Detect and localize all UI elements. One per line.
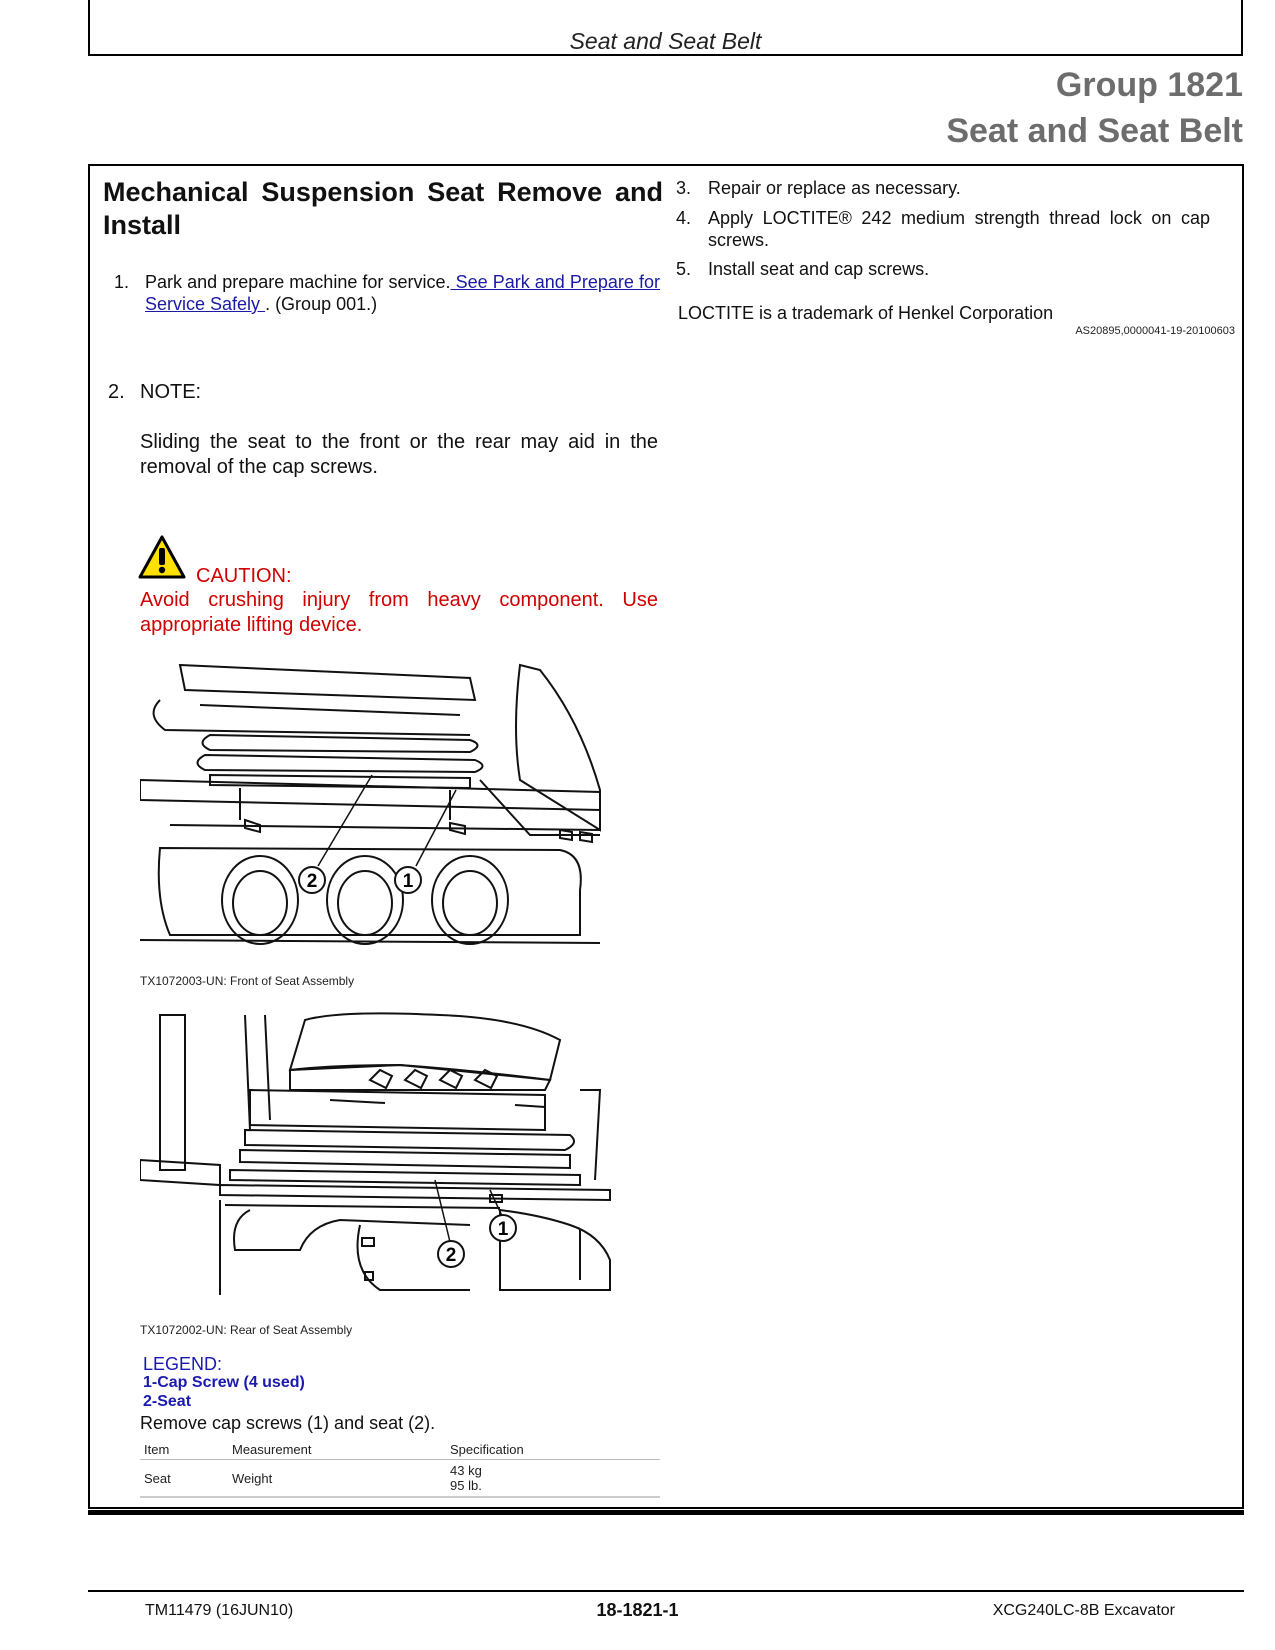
callout-1: 1 <box>402 871 414 892</box>
caution-text: Avoid crushing injury from heavy component. Use appropriate lifting device. <box>140 589 658 636</box>
note-label: NOTE: <box>140 381 202 403</box>
running-title: Seat and Seat Belt <box>569 28 762 54</box>
step-number: 3. <box>676 178 692 198</box>
table-cell <box>446 1460 660 1498</box>
step-1 <box>114 271 660 319</box>
park-prepare-link[interactable]: See Park and Prepare for Service Safely <box>145 272 660 314</box>
spec-table <box>140 1440 660 1498</box>
spec-value: 43 kg <box>450 1463 482 1478</box>
callout-1: 1 <box>497 1219 509 1240</box>
column-header: Specification <box>446 1440 660 1460</box>
step-number: 2. <box>108 381 125 403</box>
document-reference: AS20895,0000041-19-20100603 <box>1075 325 1235 337</box>
table-cell: Weight <box>228 1460 446 1498</box>
callout-2: 2 <box>445 1245 457 1266</box>
footer-machine-model: XCG240LC-8B Excavator <box>992 1602 1175 1619</box>
step-text: Repair or replace as necessary. <box>708 178 961 198</box>
step-text: Park and prepare machine for service. See Park and Prepare for Service Safely . (Group 001.) <box>145 272 660 314</box>
note-text: Sliding the seat to the front or the rear may aid in the removal of the cap screws. <box>140 431 658 478</box>
step-number: 1. <box>114 272 130 292</box>
legend-title: LEGEND: <box>143 1354 223 1374</box>
step-5 <box>676 258 1210 282</box>
step-number: 5. <box>676 259 692 279</box>
section-title: Mechanical Suspension Seat Remove and Install <box>103 177 663 240</box>
table-header-row <box>140 1440 660 1460</box>
front-seat-figure <box>140 660 620 950</box>
column-header: Item <box>140 1440 228 1460</box>
step-number: 4. <box>676 208 692 228</box>
trademark-note: LOCTITE is a trademark of Henkel Corporation <box>678 303 1054 323</box>
content-bottom-rule <box>88 1510 1244 1515</box>
rear-seat-figure <box>140 1010 620 1305</box>
group-name: Seat and Seat Belt <box>946 112 1243 150</box>
remove-instruction: Remove cap screws (1) and seat (2). <box>140 1413 436 1433</box>
caution-label: CAUTION: <box>196 565 292 587</box>
warning-triangle-icon <box>138 535 186 579</box>
step-text: Install seat and cap screws. <box>708 259 930 279</box>
step-3 <box>676 177 1210 201</box>
step-4 <box>676 207 1210 253</box>
step-text: Apply LOCTITE® 242 medium strength thread lock on cap screws. <box>708 208 1210 250</box>
column-header: Measurement <box>228 1440 446 1460</box>
legend-item: 2-Seat <box>143 1393 192 1410</box>
footer-page-number: 18-1821-1 <box>596 1600 679 1620</box>
table-row <box>140 1460 660 1498</box>
footer-manual-id: TM11479 (16JUN10) <box>145 1602 294 1619</box>
figure-caption: TX1072003-UN: Front of Seat Assembly <box>140 974 355 988</box>
callout-2: 2 <box>306 871 318 892</box>
step-2 <box>108 381 668 405</box>
legend-item: 1-Cap Screw (4 used) <box>143 1374 305 1391</box>
figure-caption: TX1072002-UN: Rear of Seat Assembly <box>140 1323 353 1337</box>
table-cell: Seat <box>140 1460 228 1498</box>
group-number: Group 1821 <box>1055 66 1243 104</box>
footer-rule <box>88 1590 1244 1592</box>
spec-value: 95 lb. <box>450 1478 482 1493</box>
